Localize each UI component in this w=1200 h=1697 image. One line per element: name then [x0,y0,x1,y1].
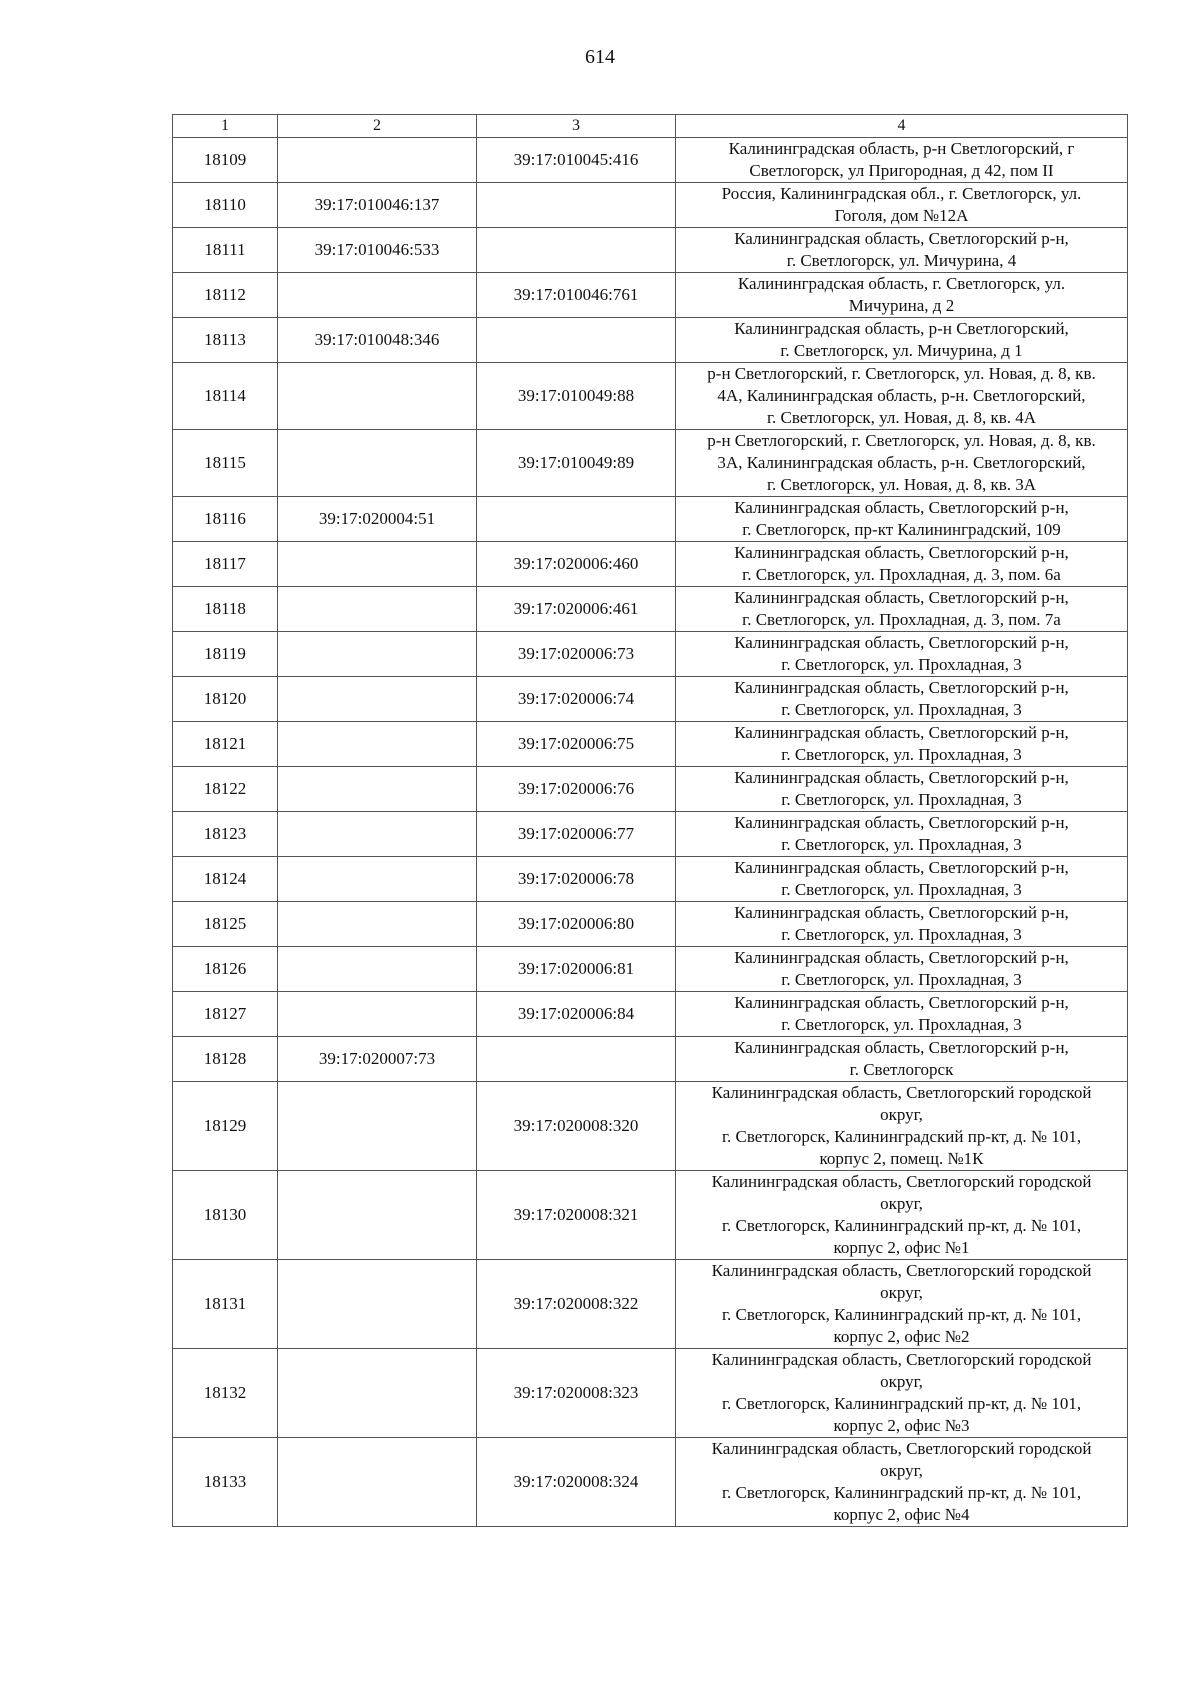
cadastral-number-cell: 39:17:020006:77 [477,812,676,857]
address-cell: Калининградская область, Светлогорский городской округ, г. Светлогорск, Калининградский пр-кт, д. № 101, корпус 2, офис №4 [676,1438,1128,1527]
row-number-cell: 18116 [173,497,278,542]
address-cell: Калининградская область, Светлогорский р-н, г. Светлогорск, ул. Прохладная, 3 [676,902,1128,947]
row-number-cell: 18133 [173,1438,278,1527]
cadastral-number-cell [477,183,676,228]
cadastral-number-cell [278,273,477,318]
cadastral-number-cell: 39:17:020006:76 [477,767,676,812]
cadastral-number-cell [278,902,477,947]
cadastral-number-cell [278,677,477,722]
cadastral-number-cell [278,1438,477,1527]
table-row [173,812,1128,857]
table-row [173,138,1128,183]
table-row [173,183,1128,228]
cadastral-number-cell: 39:17:020007:73 [278,1037,477,1082]
table-header-row [173,115,1128,138]
table-row [173,947,1128,992]
table-row [173,228,1128,273]
address-cell: Калининградская область, Светлогорский р-н, г. Светлогорск, пр-кт Калининградский, 109 [676,497,1128,542]
registry-table [172,114,1128,1527]
row-number-cell: 18126 [173,947,278,992]
table-row [173,1349,1128,1438]
cadastral-number-cell: 39:17:010045:416 [477,138,676,183]
row-number-cell: 18130 [173,1171,278,1260]
address-cell: Калининградская область, Светлогорский р-н, г. Светлогорск, ул. Прохладная, 3 [676,632,1128,677]
table-row [173,1082,1128,1171]
row-number-cell: 18127 [173,992,278,1037]
row-number-cell: 18124 [173,857,278,902]
table-row [173,1037,1128,1082]
address-cell: Калининградская область, Светлогорский городской округ, г. Светлогорск, Калининградский пр-кт, д. № 101, корпус 2, помещ. №1К [676,1082,1128,1171]
cadastral-number-cell: 39:17:020008:320 [477,1082,676,1171]
address-cell: Калининградская область, Светлогорский р-н, г. Светлогорск, ул. Прохладная, 3 [676,722,1128,767]
address-cell: Калининградская область, Светлогорский р-н, г. Светлогорск, ул. Прохладная, д. 3, пом. 6а [676,542,1128,587]
address-cell: Калининградская область, Светлогорский городской округ, г. Светлогорск, Калининградский пр-кт, д. № 101, корпус 2, офис №1 [676,1171,1128,1260]
cadastral-number-cell [278,363,477,430]
address-cell: Калининградская область, Светлогорский р-н, г. Светлогорск, ул. Прохладная, 3 [676,992,1128,1037]
address-cell: Калининградская область, Светлогорский р-н, г. Светлогорск [676,1037,1128,1082]
cadastral-number-cell [278,138,477,183]
address-cell: Калининградская область, Светлогорский городской округ, г. Светлогорск, Калининградский пр-кт, д. № 101, корпус 2, офис №3 [676,1349,1128,1438]
table-row [173,632,1128,677]
cadastral-number-cell [278,992,477,1037]
address-cell: Калининградская область, Светлогорский р-н, г. Светлогорск, ул. Прохладная, 3 [676,677,1128,722]
table-row [173,857,1128,902]
address-cell: Калининградская область, г. Светлогорск, ул. Мичурина, д 2 [676,273,1128,318]
registry-table-body [173,115,1128,1527]
cadastral-number-cell [278,542,477,587]
cadastral-number-cell [278,767,477,812]
column-header-2: 2 [278,115,477,138]
row-number-cell: 18125 [173,902,278,947]
row-number-cell: 18117 [173,542,278,587]
table-row [173,1260,1128,1349]
cadastral-number-cell: 39:17:020006:80 [477,902,676,947]
table-row [173,542,1128,587]
column-header-3: 3 [477,115,676,138]
cadastral-number-cell: 39:17:020008:322 [477,1260,676,1349]
table-row [173,767,1128,812]
table-row [173,1438,1128,1527]
cadastral-number-cell [477,228,676,273]
row-number-cell: 18128 [173,1037,278,1082]
row-number-cell: 18129 [173,1082,278,1171]
cadastral-number-cell: 39:17:020006:74 [477,677,676,722]
cadastral-number-cell [278,947,477,992]
cadastral-number-cell [278,722,477,767]
row-number-cell: 18110 [173,183,278,228]
cadastral-number-cell: 39:17:020006:73 [477,632,676,677]
row-number-cell: 18118 [173,587,278,632]
table-row [173,722,1128,767]
address-cell: Калининградская область, Светлогорский городской округ, г. Светлогорск, Калининградский пр-кт, д. № 101, корпус 2, офис №2 [676,1260,1128,1349]
cadastral-number-cell [477,318,676,363]
address-cell: р-н Светлогорский, г. Светлогорск, ул. Новая, д. 8, кв. 4А, Калининградская область, р-н. Светлогорский, г. Светлогорск, ул. Новая, д. 8, кв. 4А [676,363,1128,430]
row-number-cell: 18112 [173,273,278,318]
row-number-cell: 18121 [173,722,278,767]
cadastral-number-cell: 39:17:020006:460 [477,542,676,587]
cadastral-number-cell [477,1037,676,1082]
cadastral-number-cell: 39:17:010048:346 [278,318,477,363]
row-number-cell: 18122 [173,767,278,812]
row-number-cell: 18115 [173,430,278,497]
table-row [173,1171,1128,1260]
cadastral-number-cell: 39:17:010049:89 [477,430,676,497]
table-row [173,902,1128,947]
row-number-cell: 18132 [173,1349,278,1438]
address-cell: Калининградская область, Светлогорский р-н, г. Светлогорск, ул. Прохладная, 3 [676,812,1128,857]
cadastral-number-cell [278,1349,477,1438]
cadastral-number-cell [278,1260,477,1349]
row-number-cell: 18114 [173,363,278,430]
table-row [173,587,1128,632]
row-number-cell: 18113 [173,318,278,363]
table-row [173,992,1128,1037]
address-cell: Калининградская область, р-н Светлогорский, г Светлогорск, ул Пригородная, д 42, пом II [676,138,1128,183]
cadastral-number-cell [278,812,477,857]
address-cell: Калининградская область, р-н Светлогорский, г. Светлогорск, ул. Мичурина, д 1 [676,318,1128,363]
cadastral-number-cell: 39:17:010046:137 [278,183,477,228]
row-number-cell: 18131 [173,1260,278,1349]
cadastral-number-cell [278,1082,477,1171]
cadastral-number-cell [278,857,477,902]
cadastral-number-cell [278,1171,477,1260]
address-cell: Калининградская область, Светлогорский р-н, г. Светлогорск, ул. Прохладная, д. 3, пом. 7а [676,587,1128,632]
address-cell: Калининградская область, Светлогорский р-н, г. Светлогорск, ул. Мичурина, 4 [676,228,1128,273]
cadastral-number-cell: 39:17:010046:533 [278,228,477,273]
table-row [173,677,1128,722]
cadastral-number-cell: 39:17:020006:84 [477,992,676,1037]
cadastral-number-cell: 39:17:020004:51 [278,497,477,542]
column-header-4: 4 [676,115,1128,138]
row-number-cell: 18111 [173,228,278,273]
cadastral-number-cell: 39:17:010049:88 [477,363,676,430]
table-row [173,318,1128,363]
table-row [173,273,1128,318]
table-row [173,363,1128,430]
cadastral-number-cell [278,587,477,632]
cadastral-number-cell: 39:17:020006:461 [477,587,676,632]
cadastral-number-cell: 39:17:020006:78 [477,857,676,902]
address-cell: Калининградская область, Светлогорский р-н, г. Светлогорск, ул. Прохладная, 3 [676,767,1128,812]
table-row [173,497,1128,542]
row-number-cell: 18119 [173,632,278,677]
row-number-cell: 18109 [173,138,278,183]
cadastral-number-cell: 39:17:020008:323 [477,1349,676,1438]
cadastral-number-cell [278,632,477,677]
column-header-1: 1 [173,115,278,138]
cadastral-number-cell [278,430,477,497]
address-cell: Калининградская область, Светлогорский р-н, г. Светлогорск, ул. Прохладная, 3 [676,947,1128,992]
cadastral-number-cell: 39:17:010046:761 [477,273,676,318]
cadastral-number-cell [477,497,676,542]
address-cell: р-н Светлогорский, г. Светлогорск, ул. Новая, д. 8, кв. 3А, Калининградская область, р-н. Светлогорский, г. Светлогорск, ул. Новая, д. 8, кв. 3А [676,430,1128,497]
page-number: 614 [585,46,615,68]
table-row [173,430,1128,497]
cadastral-number-cell: 39:17:020006:81 [477,947,676,992]
address-cell: Калининградская область, Светлогорский р-н, г. Светлогорск, ул. Прохладная, 3 [676,857,1128,902]
cadastral-number-cell: 39:17:020008:321 [477,1171,676,1260]
cadastral-number-cell: 39:17:020006:75 [477,722,676,767]
row-number-cell: 18123 [173,812,278,857]
cadastral-number-cell: 39:17:020008:324 [477,1438,676,1527]
address-cell: Россия, Калининградская обл., г. Светлогорск, ул. Гоголя, дом №12А [676,183,1128,228]
row-number-cell: 18120 [173,677,278,722]
